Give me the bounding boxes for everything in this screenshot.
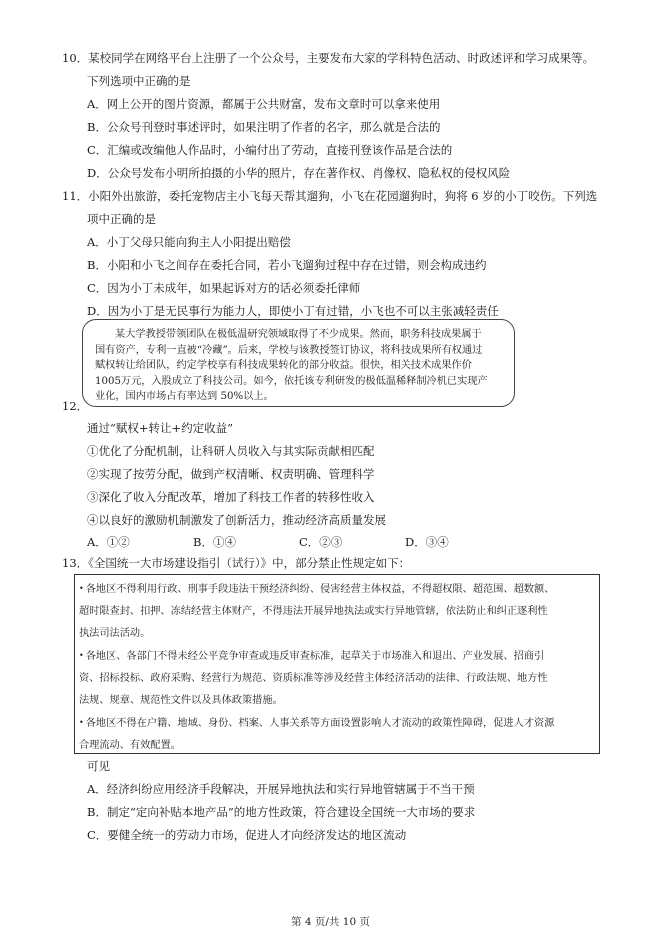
q12-item-2: ②实现了按劳分配，做到产权清晰、权责明确、管理科学 (87, 467, 375, 481)
rule-3-line: • 各地区不得在户籍、地域、身份、档案、人事关系等方面设置影响人才流动的政策性障碍，促进人才资源 (79, 718, 555, 729)
q12-item-1: ①优化了分配机制，让科研人员收入与其实际贡献相匹配 (87, 444, 375, 458)
q13-option-b: B．制定“定向补贴本地产品”的地方性政策，符合建设全国统一大市场的要求 (87, 805, 476, 819)
rule-2-line: • 各地区、各部门不得未经公平竞争审查或违反审查标准，起草关于市场准入和退出、产业发展、招商引 (79, 651, 545, 662)
q10-option-c: C．汇编或改编他人作品时，小编付出了劳动，直接刊登该作品是合法的 (87, 143, 453, 157)
q13-stem: 13．《全国统一大市场建设指引（试行）》中，部分禁止性规定如下： (62, 556, 411, 570)
q13-lead: 可见 (87, 759, 110, 773)
q11-stem: 11．小阳外出旅游，委托宠物店主小飞每天帮其遛狗，小飞在花园遛狗时，狗将 6 岁的小丁咬伤。下列选 (62, 189, 598, 203)
q11-option-b: B．小阳和小飞之间存在委托合同，若小飞遛狗过程中存在过错，则会构成违约 (87, 258, 487, 272)
q13-option-a: A．经济纠纷应用经济手段解决，开展异地执法和实行异地管辖属于不当干预 (87, 782, 475, 796)
rule-3-line: 合理流动、有效配置。 (79, 740, 181, 751)
q12-answer-c: C．②③ (299, 535, 343, 549)
q10-option-b: B．公众号刊登时事述评时，如果注明了作者的名字，那么就是合法的 (87, 120, 441, 134)
q10-stem: 10．某校同学在网络平台上注册了一个公众号，主要发布大家的学科特色活动、时政述评和学习成果等。 (62, 51, 595, 65)
q10-option-d: D．公众号发布小明所拍摄的小华的照片，存在著作权、肖像权、隐私权的侵权风险 (87, 166, 511, 180)
q13-option-c: C．要健全统一的劳动力市场，促进人才向经济发达的地区流动 (87, 828, 407, 842)
rule-1-line: • 各地区不得利用行政、刑事手段违法干预经济纠纷、侵害经营主体权益，不得超权限、超范围、超数额、 (79, 584, 555, 595)
bullet-icon: • (79, 718, 84, 727)
q10-option-a: A．网上公开的图片资源，都属于公共财富，发布文章时可以拿来使用 (87, 97, 441, 111)
q12-answer-b: B．①④ (193, 535, 236, 549)
q11-option-a: A．小丁父母只能向狗主人小阳提出赔偿 (87, 235, 291, 249)
q12-item-4: ④以良好的激励机制激发了创新活力，推动经济高质量发展 (87, 513, 386, 527)
q12-material-box (82, 319, 515, 407)
q12-material-line: 某大学教授带领团队在极低温研究领域取得了不少成果。然而，职务科技成果属于 (115, 329, 482, 340)
rule-2-line: 法规、规章、规范性文件以及具体政策措施。 (79, 695, 283, 706)
page-footer: 第 4 页/共 10 页 (291, 916, 370, 928)
q12-answer-a: A．①② (87, 535, 130, 549)
q12-material-line: 业化，国内市场占有率达到 50%以上。 (95, 391, 274, 403)
q11-option-d: D．因为小丁是无民事行为能力人，即使小丁有过错，小飞也不可以主张减轻责任 (87, 304, 499, 318)
bullet-icon: • (79, 651, 84, 660)
rule-1-line: 超时限查封、扣押、冻结经营主体财产，不得违法开展异地执法或实行异地管辖，依法防止和纠正逐利性 (79, 606, 548, 617)
q12-material-line: 赋权转让给团队，约定学校享有科技成果转化的部分收益。很快，相关技术成果作价 (95, 360, 472, 372)
q12-answer-d: D．③④ (405, 535, 449, 549)
rule-2-line: 资、招标投标、政府采购、经营行为规范、资质标准等涉及经营主体经济活动的法律、行政法规、地方性 (79, 673, 548, 684)
q12-item-3: ③深化了收入分配改革，增加了科技工作者的转移性收入 (87, 490, 375, 504)
q10-stem-cont: 下列选项中正确的是 (87, 74, 191, 88)
rule-1-line: 执法司法活动。 (79, 628, 151, 639)
q12-number: 12． (62, 399, 89, 413)
q12-material-line: 国有资产，专利一直被“冷藏”。后来，学校与该教授签订协议，将科技成果所有权通过 (95, 344, 483, 356)
q12-material-line: 1005万元，入股成立了科技公司。如今，依托该专利研发的极低温稀释制冷机已实现产 (95, 375, 488, 387)
q12-stem: 通过“赋权+转让+约定收益” (87, 421, 234, 435)
bullet-icon: • (79, 584, 84, 593)
q13-rules-box (74, 574, 600, 754)
q11-option-c: C．因为小丁未成年，如果起诉对方的话必须委托律师 (87, 281, 361, 295)
q11-stem-cont: 项中正确的是 (87, 212, 156, 226)
